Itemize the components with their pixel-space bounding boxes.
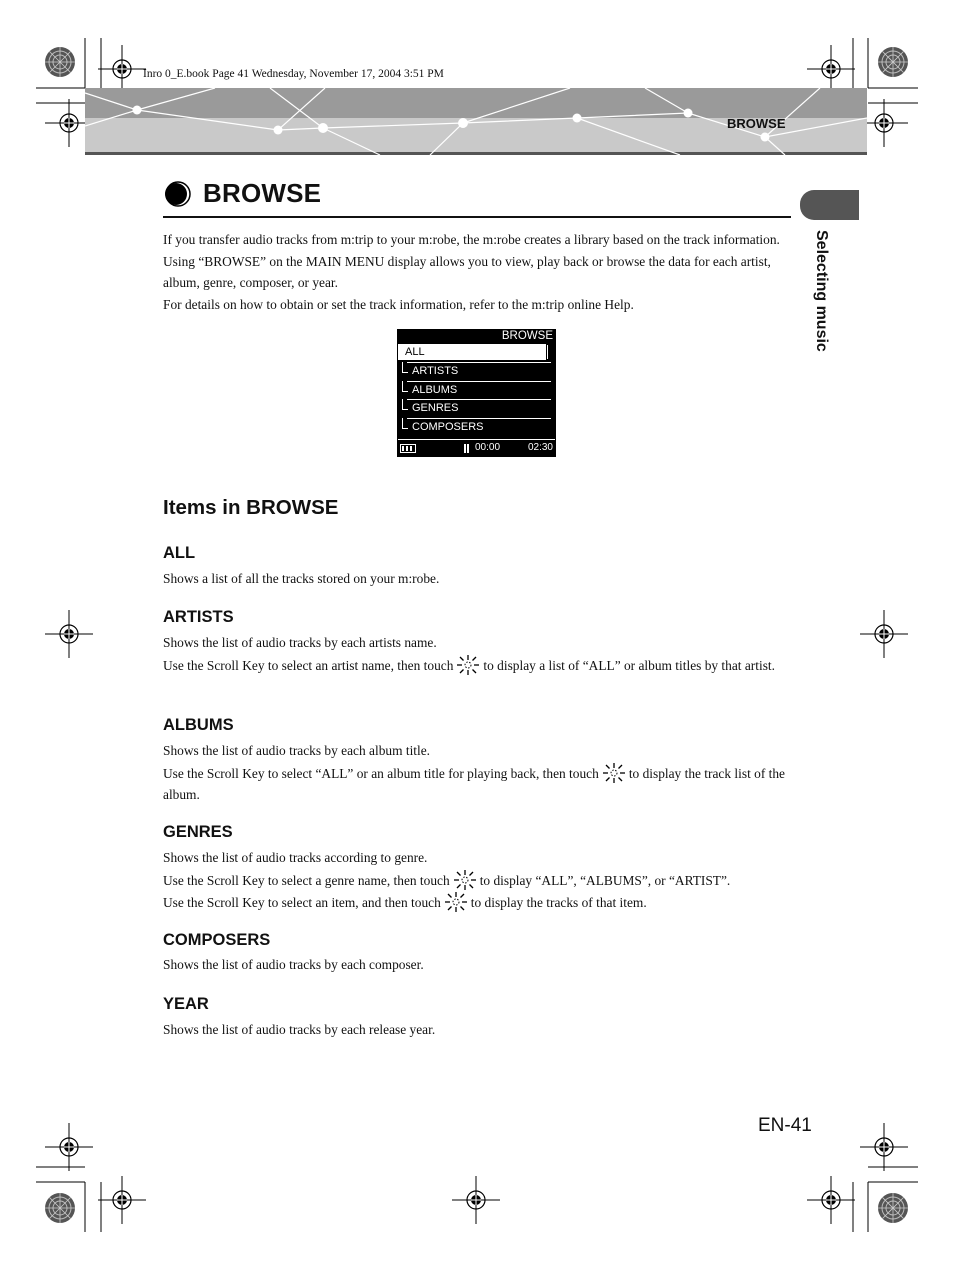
battery-icon (400, 444, 416, 453)
screen-divider (398, 439, 555, 440)
intro-paragraph: For details on how to obtain or set the track information, refer to the m:trip online Help. (163, 296, 634, 312)
screen-list-item: ALBUMS (407, 381, 551, 398)
page-number: EN-41 (758, 1115, 812, 1136)
side-tab-label: Selecting music (813, 230, 830, 352)
item-text-artists: Shows the list of audio tracks by each artists name. Use the Scroll Key to select an artist name, then touch to display a list of “ALL” or album titles by that artist. (163, 632, 793, 676)
item-heading-artists: ARTISTS (163, 608, 234, 626)
bullet-icon (163, 180, 199, 210)
item-heading-albums: ALBUMS (163, 716, 234, 734)
section-title: Items in BROWSE (163, 496, 339, 519)
screen-list-item: GENRES (407, 399, 551, 416)
screen-title: BROWSE (501, 330, 553, 342)
page-title: BROWSE (203, 178, 322, 208)
pause-icon (464, 444, 469, 453)
header-label: BROWSE (727, 116, 786, 131)
item-heading-year: YEAR (163, 995, 209, 1013)
item-text-year: Shows the list of audio tracks by each release year. (163, 1022, 436, 1037)
screen-scrollbar (547, 345, 554, 359)
time-elapsed: 00:00 (475, 442, 501, 453)
side-tab (800, 190, 859, 220)
touch-key-icon (443, 891, 469, 913)
touch-key-icon (601, 762, 627, 784)
intro-paragraph: If you transfer audio tracks from m:trip to your m:robe, the m:robe creates a library based on the track information. Using “BROWSE” on the MAIN MENU display allows you to view, play back or browse the data for each artist, album, genre, composer, or year. (163, 232, 780, 290)
item-text-composers: Shows the list of audio tracks by each composer. (163, 957, 424, 972)
item-text-genres: Shows the list of audio tracks according to genre. Use the Scroll Key to select a genre name, then touch to display “ALL”, “ALBUMS”, or “ARTIST”. Use the Scroll Key to select an item, and then touch to display the tracks of that item. (163, 847, 793, 914)
item-text-all: Shows a list of all the tracks stored on your m:robe. (163, 571, 440, 586)
item-text-albums: Shows the list of audio tracks by each album title. Use the Scroll Key to select “ALL” or an album title for playing back, then touch to display the track list of the album. (163, 743, 786, 802)
screen-list-item: ARTISTS (407, 362, 551, 379)
intro-text (163, 229, 793, 315)
item-heading-composers: COMPOSERS (163, 931, 271, 949)
time-total: 02:30 (527, 442, 553, 453)
item-heading-genres: GENRES (163, 823, 233, 841)
touch-key-icon (455, 654, 481, 676)
slugline: Inro 0_E.book Page 41 Wednesday, November 17, 2004 3:51 PM (143, 68, 444, 80)
device-screen (397, 329, 556, 457)
screen-list-item: COMPOSERS (407, 418, 551, 435)
touch-key-icon (452, 869, 478, 891)
item-heading-all: ALL (163, 544, 196, 562)
screen-item-selected: ALL (398, 344, 546, 360)
